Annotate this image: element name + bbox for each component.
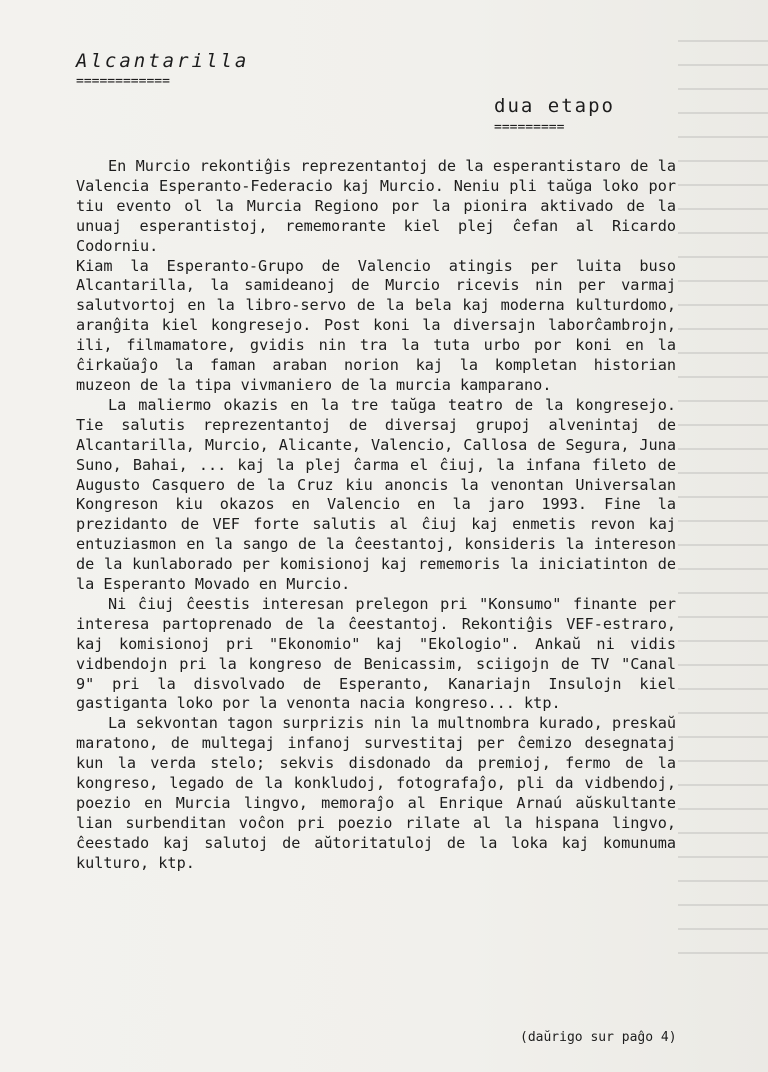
continuation-note: (daŭrigo sur paĝo 4) [520, 1030, 677, 1045]
article-body [76, 157, 676, 874]
paragraph-2: Kiam la Esperanto-Grupo de Valencio atingis per luita buso Alcantarilla, la samideanoj de Murcio ricevis nin per varmaj salutvortoj en la libro-servo de la bela kaj moderna kulturdomo, aranĝita kiel kongresejo. Post koni la diversajn laborĉambrojn, ili, filmamatore, gvidis nin tra la tuta urbo por koni en la ĉirkaŭaĵo la faman araban norion kaj la kompletan historian muzeon de la tipa vivmaniero de la murcia kamparano. [76, 256, 676, 394]
paragraph-5: La sekvontan tagon surprizis nin la multnombra kurado, preskaŭ maratono, de multegaj infanoj survestitaj per ĉemizo desegnataj kun la verda stelo; sekvis disdonado da premioj, fermo de la kongreso, legado de la konkludoj, fotografaĵo, pli da vidbendoj, poezio en Murcia lingvo, memoraĵo al Enrique Arnaú aŭskultante lian surbenditan voĉon pri poezio rilate al la hispana lingvo, ĉeestado kaj salutoj de aŭtoritatuloj de la loka kaj komunuma kulturo, ktp. [76, 714, 676, 872]
article-subtitle: dua etapo [494, 95, 615, 117]
paragraph-3: La maliermo okazis en la tre taŭga teatro de la kongresejo. Tie salutis reprezentantoj de diversaj grupoj alvenintaj de Alcantarilla, Murcio, Alicante, Valencio, Callosa de Segura, Juna Suno, Bahai, ... kaj la plej ĉarma el ĉiuj, la infana fileto de Augusto Casquero de la Cruz kiu anoncis la venontan Universalan Kongreson kiu okazos en Valencio en la jaro 1993. Fine la prezidanto de VEF forte salutis al ĉiuj kaj enmetis revon kaj entuziasmon en la sango de la ĉeestantoj, konsideris la intereson de la kunlaborado per komisionoj kaj rememoris la iniciatinton de la Esperanto Movado en Murcio. [76, 395, 676, 594]
title-underline: ============ [76, 74, 170, 89]
show-through-text [678, 40, 768, 1000]
article-title: Alcantarilla [76, 50, 250, 72]
paragraph-4: Ni ĉiuj ĉeestis interesan prelegon pri "Konsumo" finante per interesa partoprenado de la ĉeestantoj. Rekontiĝis VEF-estraro, kaj komisionoj pri "Ekonomio" kaj "Ekologio". Ankaŭ ni vidis vidbendojn pri la kongreso de Benicassim, sciigojn de TV "Canal 9" pri la disvolvado de Esperanto, Kanariajn Insulojn kiel gastiganta loko por la venonta nacia kongreso... ktp. [76, 594, 676, 713]
paragraph-1: En Murcio rekontiĝis reprezentantoj de la esperantistaro de la Valencia Esperanto-Federacio kaj Murcio. Neniu pli taŭga loko por tiu evento ol la Murcia Regiono por la pionira aktivado de la unuaj esperantistoj, rememorante kiel plej ĉefan al Ricardo Codorniu. [76, 157, 676, 255]
subtitle-underline: ========= [494, 120, 565, 135]
